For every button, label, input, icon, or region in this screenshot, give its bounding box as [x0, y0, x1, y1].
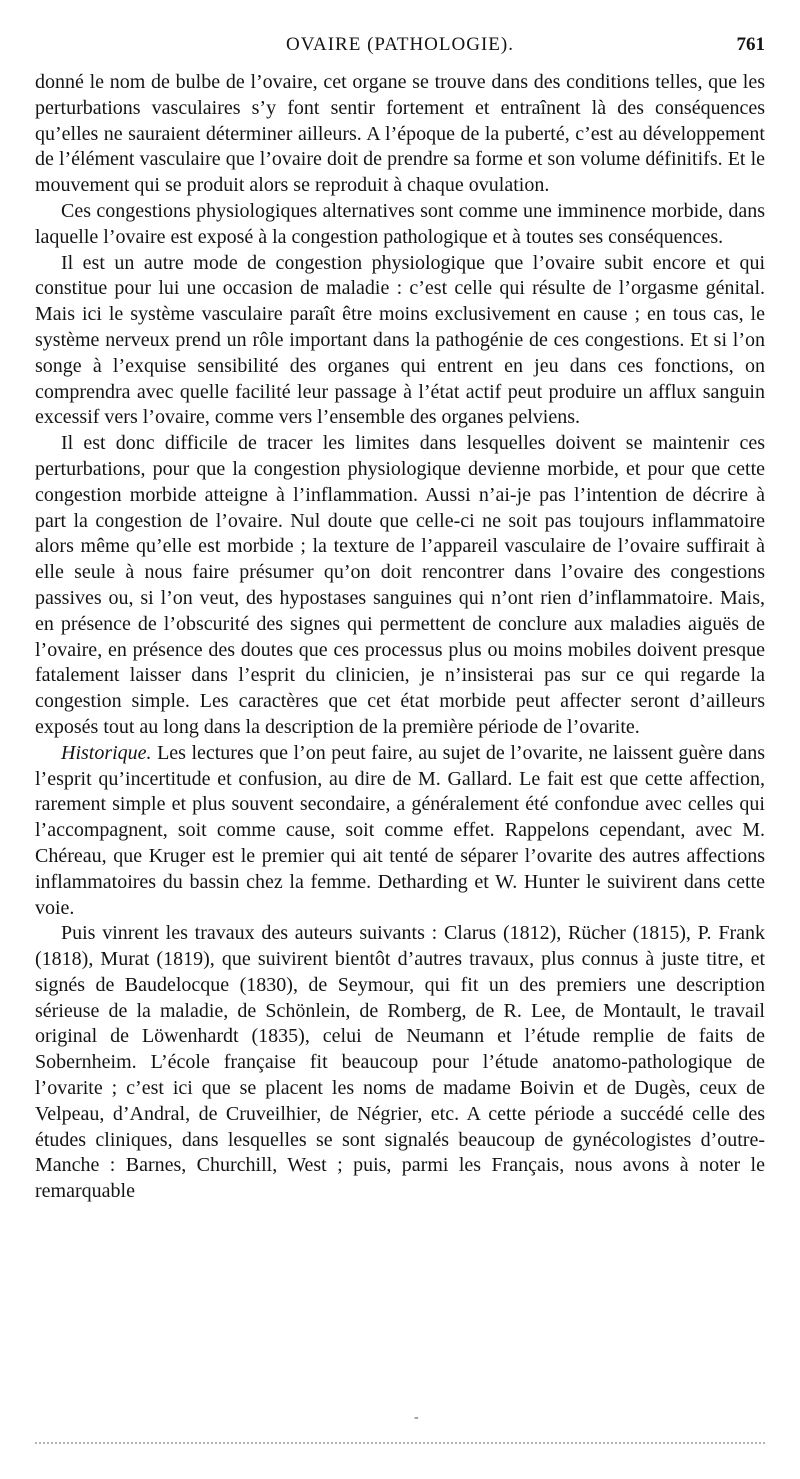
paragraph-last: Puis vinrent les travaux des auteurs suivants : Clarus (1812), Rücher (1815), P. Frank (1818), Murat (1819), que suivirent bientôt d’autres travaux, plus connus à juste titre, et signés de Baudelocque (1830), de Seymour, qui fit un des premiers une description sérieuse de la maladie, de Schönlein, de Romberg, de R. Lee, de Montault, le travail original de Löwenhardt (1835), celui de Neumann et l’étude remplie de faits de Sobernheim. L’école française fit beaucoup pour l’étude anatomo-pathologique de l’ovarite ; c’est ici que se placent les noms de madame Boivin et de Dugès, ceux de Velpeau, d’Andral, de Cruveilhier, de Négrier, etc. A cette période a succédé celle des études cliniques, dans lesquelles se sont signalés beaucoup de gynécologistes d’outre-Manche : Barnes, Churchill, West ; puis, parmi les Français, nous avons à noter le remarquable: [35, 922, 765, 1203]
bottom-rule: [35, 1442, 765, 1444]
paragraph-1: donné le nom de bulbe de l’ovaire, cet organe se trouve dans des conditions telles, que les perturbations vasculaires s’y font sentir fortement et entraînent là des conséquences qu’elles ne sauraient déterminer ailleurs. A l’époque de la puberté, c’est au développement de l’élément vasculaire que l’ovaire doit de prendre sa forme et son volume définitifs. Et le mouvement qui se produit alors se reproduit à chaque ovulation.: [35, 71, 765, 197]
section-label-historique: Historique.: [61, 741, 152, 764]
paragraph-2: Ces congestions physiologiques alternatives sont comme une imminence morbide, dans laquelle l’ovaire est exposé à la congestion pathologique et à toutes ses conséquences.: [35, 199, 765, 248]
footer-mark: -: [414, 1410, 419, 1425]
body-text: [35, 70, 765, 1205]
historique-text: Les lectures que l’on peut faire, au sujet de l’ovarite, ne laissent guère dans l’esprit qu’incertitude et confusion, au dire de M. Gallard. Le fait est que cette affection, rarement simple et plus souvent secondaire, a généralement été confondue avec celles qui l’accompagnent, soit comme cause, soit comme effet. Rappelons cependant, avec M. Chéreau, que Kruger est le premier qui ait tenté de séparer l’ovarite des autres affections inflammatoires du bassin chez la femme. Detharding et W. Hunter le suivirent dans cette voie.: [35, 741, 765, 919]
running-title: OVAIRE (PATHOLOGIE).: [286, 34, 514, 55]
page-header: [35, 34, 765, 60]
paragraph-historique: [35, 741, 765, 922]
paragraph-4: Il est donc difficile de tracer les limites dans lesquelles doivent se maintenir ces perturbations, pour que la congestion physiologique devienne morbide, et pour que cette congestion morbide atteigne à l’inflammation. Aussi n’ai-je pas l’intention de décrire à part la congestion de l’ovaire. Nul doute que celle-ci ne soit pas toujours inflammatoire alors même qu’elle est morbide ; la texture de l’appareil vasculaire de l’ovaire suffirait à elle seule à nous faire présumer qu’on doit rencontrer dans l’ovaire des congestions passives ou, si l’on veut, des hypostases sanguines qui n’ont rien d’inflammatoire. Mais, en présence de l’obscurité des signes qui permettent de conclure aux maladies aiguës de l’ovaire, en présence des doutes que ces processus plus ou moins mobiles doivent presque fatalement laisser dans l’esprit du clinicien, je n’insisterai pas sur ce qui regarde la congestion simple. Les caractères que cet état morbide peut affecter seront d’ailleurs exposés tout au long dans la description de la première période de l’ovarite.: [35, 432, 765, 738]
paragraph-3: Il est un autre mode de congestion physiologique que l’ovaire subit encore et qui constitue pour lui une occasion de maladie : c’est celle qui résulte de l’orgasme génital. Mais ici le système vasculaire paraît être moins exclusivement en cause ; en tous cas, le système nerveux prend un rôle important dans la pathogénie de ces congestions. Et si l’on songe à l’exquise sensibilité des organes qui entrent en jeu dans ces fonctions, on comprendra avec quelle facilité leur passage à l’état actif peut produire un afflux sanguin excessif vers l’ovaire, comme vers l’ensemble des organes pelviens.: [35, 251, 765, 429]
page: [35, 34, 765, 1205]
page-number: 761: [736, 34, 765, 55]
